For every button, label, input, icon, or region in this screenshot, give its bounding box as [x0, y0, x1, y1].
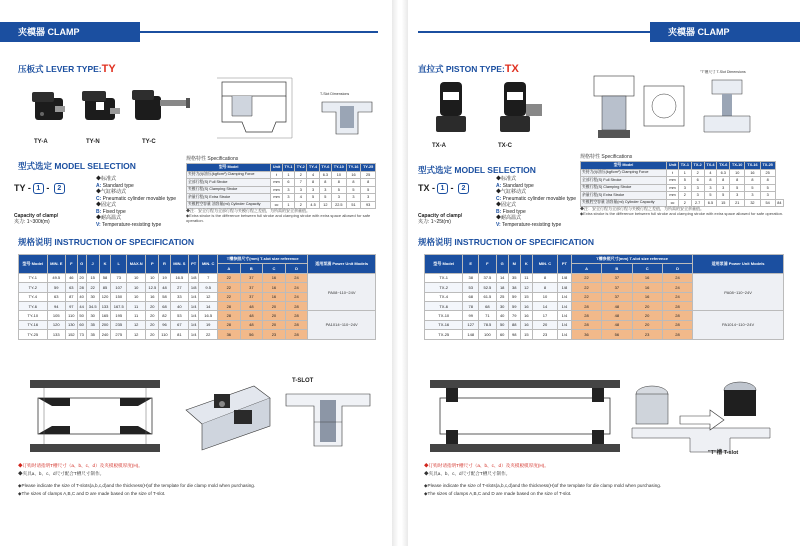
note-cn: ◆注：安全行程为全部行程与夹模行程之差值，为所需的安全余量值。	[186, 208, 310, 213]
tslot-diagram	[698, 78, 760, 136]
product-label: TX-C	[498, 143, 512, 149]
table-row: TY-2 59 63 28 22 85 107 10 12.5 48 27 1/8 9.5 22 37 16 24	[19, 283, 376, 292]
page-header-bar: 夹模器 CLAMP	[650, 22, 800, 42]
spec-caption: 规格特性 Specifications	[186, 156, 239, 162]
model-code: TY - 1 - 2	[14, 183, 65, 194]
capacity-label: Capacity of clamp/ 夹力: 1~300t(m)	[14, 213, 59, 225]
tslot-3d-diagram	[282, 386, 374, 454]
page-gutter	[392, 0, 408, 546]
model-selection-title: 型式选定 MODEL SELECTION	[418, 165, 536, 175]
spec-table	[186, 163, 376, 209]
model-legend: ◆标准式 A: Standard type ◆气缸移动式 C: Pneumatic cylinder movable type ◆固定式 B: Fixed type ◆耐高温式 V: Temperature-resisting type	[96, 176, 177, 228]
model-box-2: 2	[54, 183, 65, 194]
table-row: TX-6 78 68 30 59 16 14 1/4 28 48 20 28	[425, 301, 784, 310]
product-label: TY-N	[86, 139, 100, 145]
product-label: TX-A	[432, 143, 446, 149]
table-row: 余量行程(S) Extra Stroke mm 2 3 5 5 3 3 3	[581, 192, 784, 200]
instruction-table: 型号 Model E F G M K MIN. C PT T槽参照尺寸(mm) T-slot size reference 适用泵浦 Power Unit Models A B C D TX-1 38 37.5 14 35 11 8 1/8 22 37 16 24 PA08~110~24V TX-2 53 52.5 18 38 12 8 1/8 22 37 16 24 TX-4 68 61.5 25 59 15 10 1/4 22 37 16 24 TX-6 78 68 30 59 16 14 1/4 28 48 20 28 TX-10 99 71 40 79 16 17 1/4 28 48 20 28 PA1014~110~24V TX-16 127 78.5 50 88 16 20 1/4 28 48 20 28 TX-25 148 100 60 98 15 23 1/4 36 56 23 28	[424, 254, 784, 340]
tslot-clamp-3d-diagram	[630, 372, 780, 458]
product-photos	[30, 86, 190, 136]
instruction-title: 规格说明 INSTRUCTION OF SPECIFICATION	[18, 237, 195, 247]
table-row: 夹模行程(S) Clamping Stroke mm 3 3 3 3 5 5 5	[581, 184, 784, 192]
header-rule	[418, 31, 650, 33]
table-row: TX-4 68 61.5 25 59 15 10 1/4 22 37 16 24	[425, 292, 784, 301]
model-box-1: 1	[33, 183, 44, 194]
table-row: TX-10 99 71 40 79 16 17 1/4 28 48 20 28 PA1014~110~24V	[425, 311, 784, 320]
table-row: TY-10 105 110 50 30 165 195 11 20 82 53 1/4 16.5 28 48 20 28 PA1014~110~24V	[19, 311, 376, 320]
header-rule	[140, 31, 378, 33]
product-photos	[430, 80, 550, 140]
table-row: 全部行程(S) Full Stroke mm 6 7 8 8 8 8 8	[187, 179, 376, 187]
spec-table	[580, 161, 784, 207]
model-box-1: 1	[437, 183, 448, 194]
table-row: 夹持力(t)/油压(kgf/cm²) Clamping Force t 1 2 4 6.3 10 16 25	[187, 171, 376, 179]
instruction-table-header: 型号 Model MIN. E F G J K L MAX.N P R MIN. S PT MIN. C T槽参照尺寸(mm) T-slot size reference 适用泵浦 Power Unit Models	[19, 255, 376, 264]
table-row: TX-16 127 78.5 50 88 16 20 1/4 28 48 20 28	[425, 320, 784, 329]
table-row: TY-25 133 152 73 35 240 275 12 20 110 81 1/4 22 36 56 23 28	[19, 330, 376, 339]
table-row: TX-1 38 37.5 14 35 11 8 1/8 22 37 16 24 PA08~110~24V	[425, 273, 784, 282]
spec-notes: ◆注：安全行程为全部行程与夹模行程之差值，为所需的安全余量值。 ◆Extra stroke is the difference between full stroke and clamping stroke with extra space allowed for safe operation.	[580, 206, 784, 217]
spec-caption: 规格特性 Specifications	[580, 154, 633, 160]
tslot-diagram	[318, 98, 376, 138]
type-title	[18, 63, 116, 75]
spec-notes	[186, 208, 386, 224]
dimension-drawing	[212, 72, 298, 144]
capacity-label: Capacity of clamp/ 夹力: 1~25t(m)	[418, 213, 463, 225]
type-title-cn: 压板式	[18, 64, 44, 74]
product-label: TY-C	[142, 139, 156, 145]
right-page	[408, 0, 800, 546]
model-legend: ◆标准式 A: Standard type ◆气缸移动式 C: Pneumatic cylinder movable type ◆固定式 B: Fixed type ◆耐高温式 V: Temperature-resisting type	[496, 176, 577, 228]
product-label: TY-A	[34, 139, 48, 145]
mold-installation-diagram	[430, 378, 620, 454]
table-row: 全部行程(S) Full Stroke mm 5 6 8 8 8 8 8	[581, 177, 784, 185]
table-row: 夹模腔空容量 油容量(ml) Cylinder Capacity cc 2 2.7 6.5 15 21 32 54 84	[581, 199, 784, 207]
clamp-in-slot-diagram	[184, 380, 272, 452]
spec-table-header: 型号 Model Unit TY-1 TY-2 TY-4 TY-6 TY-10 TY-16 TY-25	[187, 164, 376, 172]
table-row: TY-16 120 130 60 35 200 235 12 20 96 67 1/4 19 28 48 20 28	[19, 320, 376, 329]
model-box-2: 2	[458, 183, 469, 194]
product-tx-a-image	[436, 82, 466, 132]
type-code: TY	[101, 63, 116, 75]
product-ty-c-image	[132, 90, 190, 120]
table-row: TY-4 63 87 40 30 120 150 10 16 58 33 1/4 12 22 37 16 24	[19, 292, 376, 301]
product-ty-n-image	[82, 91, 120, 120]
table-row: TY-6 94 97 44 34.5 133 167.5 11 20 68 40 1/4 14 28 48 20 28	[19, 301, 376, 310]
table-row: 夹持力(t)/油压(kgf/cm²) Clamping Force t 1 2 4 6.3 10 16 25	[581, 169, 784, 177]
mold-installation-diagram	[30, 378, 160, 454]
product-ty-a-image	[32, 92, 65, 120]
spec-table-header: 型号 Model Unit TX-1 TX-2 TX-4 TX-6 TX-10 TX-16 TX-25	[581, 162, 784, 170]
product-tx-c-image	[500, 82, 542, 132]
footer-notes: ◆订购时请指明T槽尺寸（a、b、c、d）及夹模板模厚度(H)。 ◆夹具a、b、c、d尺寸配合T槽尺寸制作。 ◆Please indicate the size of T-slots(a,b,c,d)and the thickness(H)of the template for die clamp mold when purchasing. ◆The sizes of clamps A,B,C and D are made based on the size of T-slot.	[424, 463, 662, 496]
type-title: 直拉式 PISTON TYPE:TX	[418, 63, 519, 75]
footer-notes: ◆订购时请指明T槽尺寸（a、b、c、d）及夹模板模厚度(H)。 ◆夹具a、b、c、d尺寸配合T槽尺寸制作。 ◆Please indicate the size of T-slots(a,b,c,d)and the thickness(H)of the template for die clamp mold when purchasing. ◆The sizes of clamps A,B,C and D are made based on the size of T-slot.	[18, 463, 256, 496]
table-row: TX-25 148 100 60 98 15 23 1/4 36 56 23 28	[425, 330, 784, 339]
page-header-bar: 夹模器 CLAMP	[0, 22, 140, 42]
table-row: TX-2 53 52.5 18 38 12 8 1/8 22 37 16 24	[425, 283, 784, 292]
table-row: 夹模腔空容量 油容量(ml) Cylinder Capacity cc 1 2 4.5 12 22.5 51 93	[187, 201, 376, 209]
tslot-label: T-SLOT	[292, 378, 314, 384]
left-page	[0, 0, 392, 546]
instruction-table: 型号 Model MIN. E F G J K L MAX.N P R MIN. S PT MIN. C T槽参照尺寸(mm) T-slot size reference 适用泵浦 Power Unit Models A B C D TY-1 49.5 46 20 15 58 73 10 10 19 16.5 1/8 7 22 37 16 24 PA08~110~24V TY-2 59 63 28 22 85 107 10 12.5 48 27 1/8 9.5 22 37 16 24 TY-4 63 87 40 30 120 150 10 16 58 33 1/4 12 22 37 16 24 TY-6 94 97 44 34.5 133 167.5 11 20 68 40 1/4 14 28 48 20 28 TY-10 105 110 50 30 165 195 11 20 82 53 1/4 16.5 28 48 20 28 PA1014~110~24V TY-16 120 130 60 35 200 235 12 20 96 67 1/4 19 28 48 20 28 TY-25 133 152 73 35 240 275 12 20 110 81 1/4 22 36 56 23 28	[18, 254, 376, 340]
model-selection-title: 型式选定 MODEL SELECTION	[18, 161, 136, 171]
table-row: 夹模行程(S) Clamping Stroke mm 3 3 3 3 5 5 5	[187, 186, 376, 194]
type-title-en: LEVER TYPE:	[45, 64, 102, 74]
instruction-title: 规格说明 INSTRUCTION OF SPECIFICATION	[418, 237, 595, 247]
tslot-label: "T"槽 T-slot	[708, 450, 739, 456]
dimension-drawing	[580, 70, 690, 146]
tslot-dimensions-label: "T"槽尺寸 T-Slot Dimensions	[700, 70, 746, 74]
model-code: TX - 1 - 2	[418, 183, 469, 194]
table-row: 余量行程(S) Extra Stroke mm 3 4 5 5 3 3 3	[187, 194, 376, 202]
table-row: TY-1 49.5 46 20 15 58 73 10 10 19 16.5 1/8 7 22 37 16 24 PA08~110~24V	[19, 273, 376, 282]
note-en: ◆Extra stroke is the difference between full stroke and clamping stroke with extra space allowed for safe operation.	[186, 213, 371, 224]
tslot-dimensions-label: T-Slot Dimensions	[320, 92, 350, 96]
